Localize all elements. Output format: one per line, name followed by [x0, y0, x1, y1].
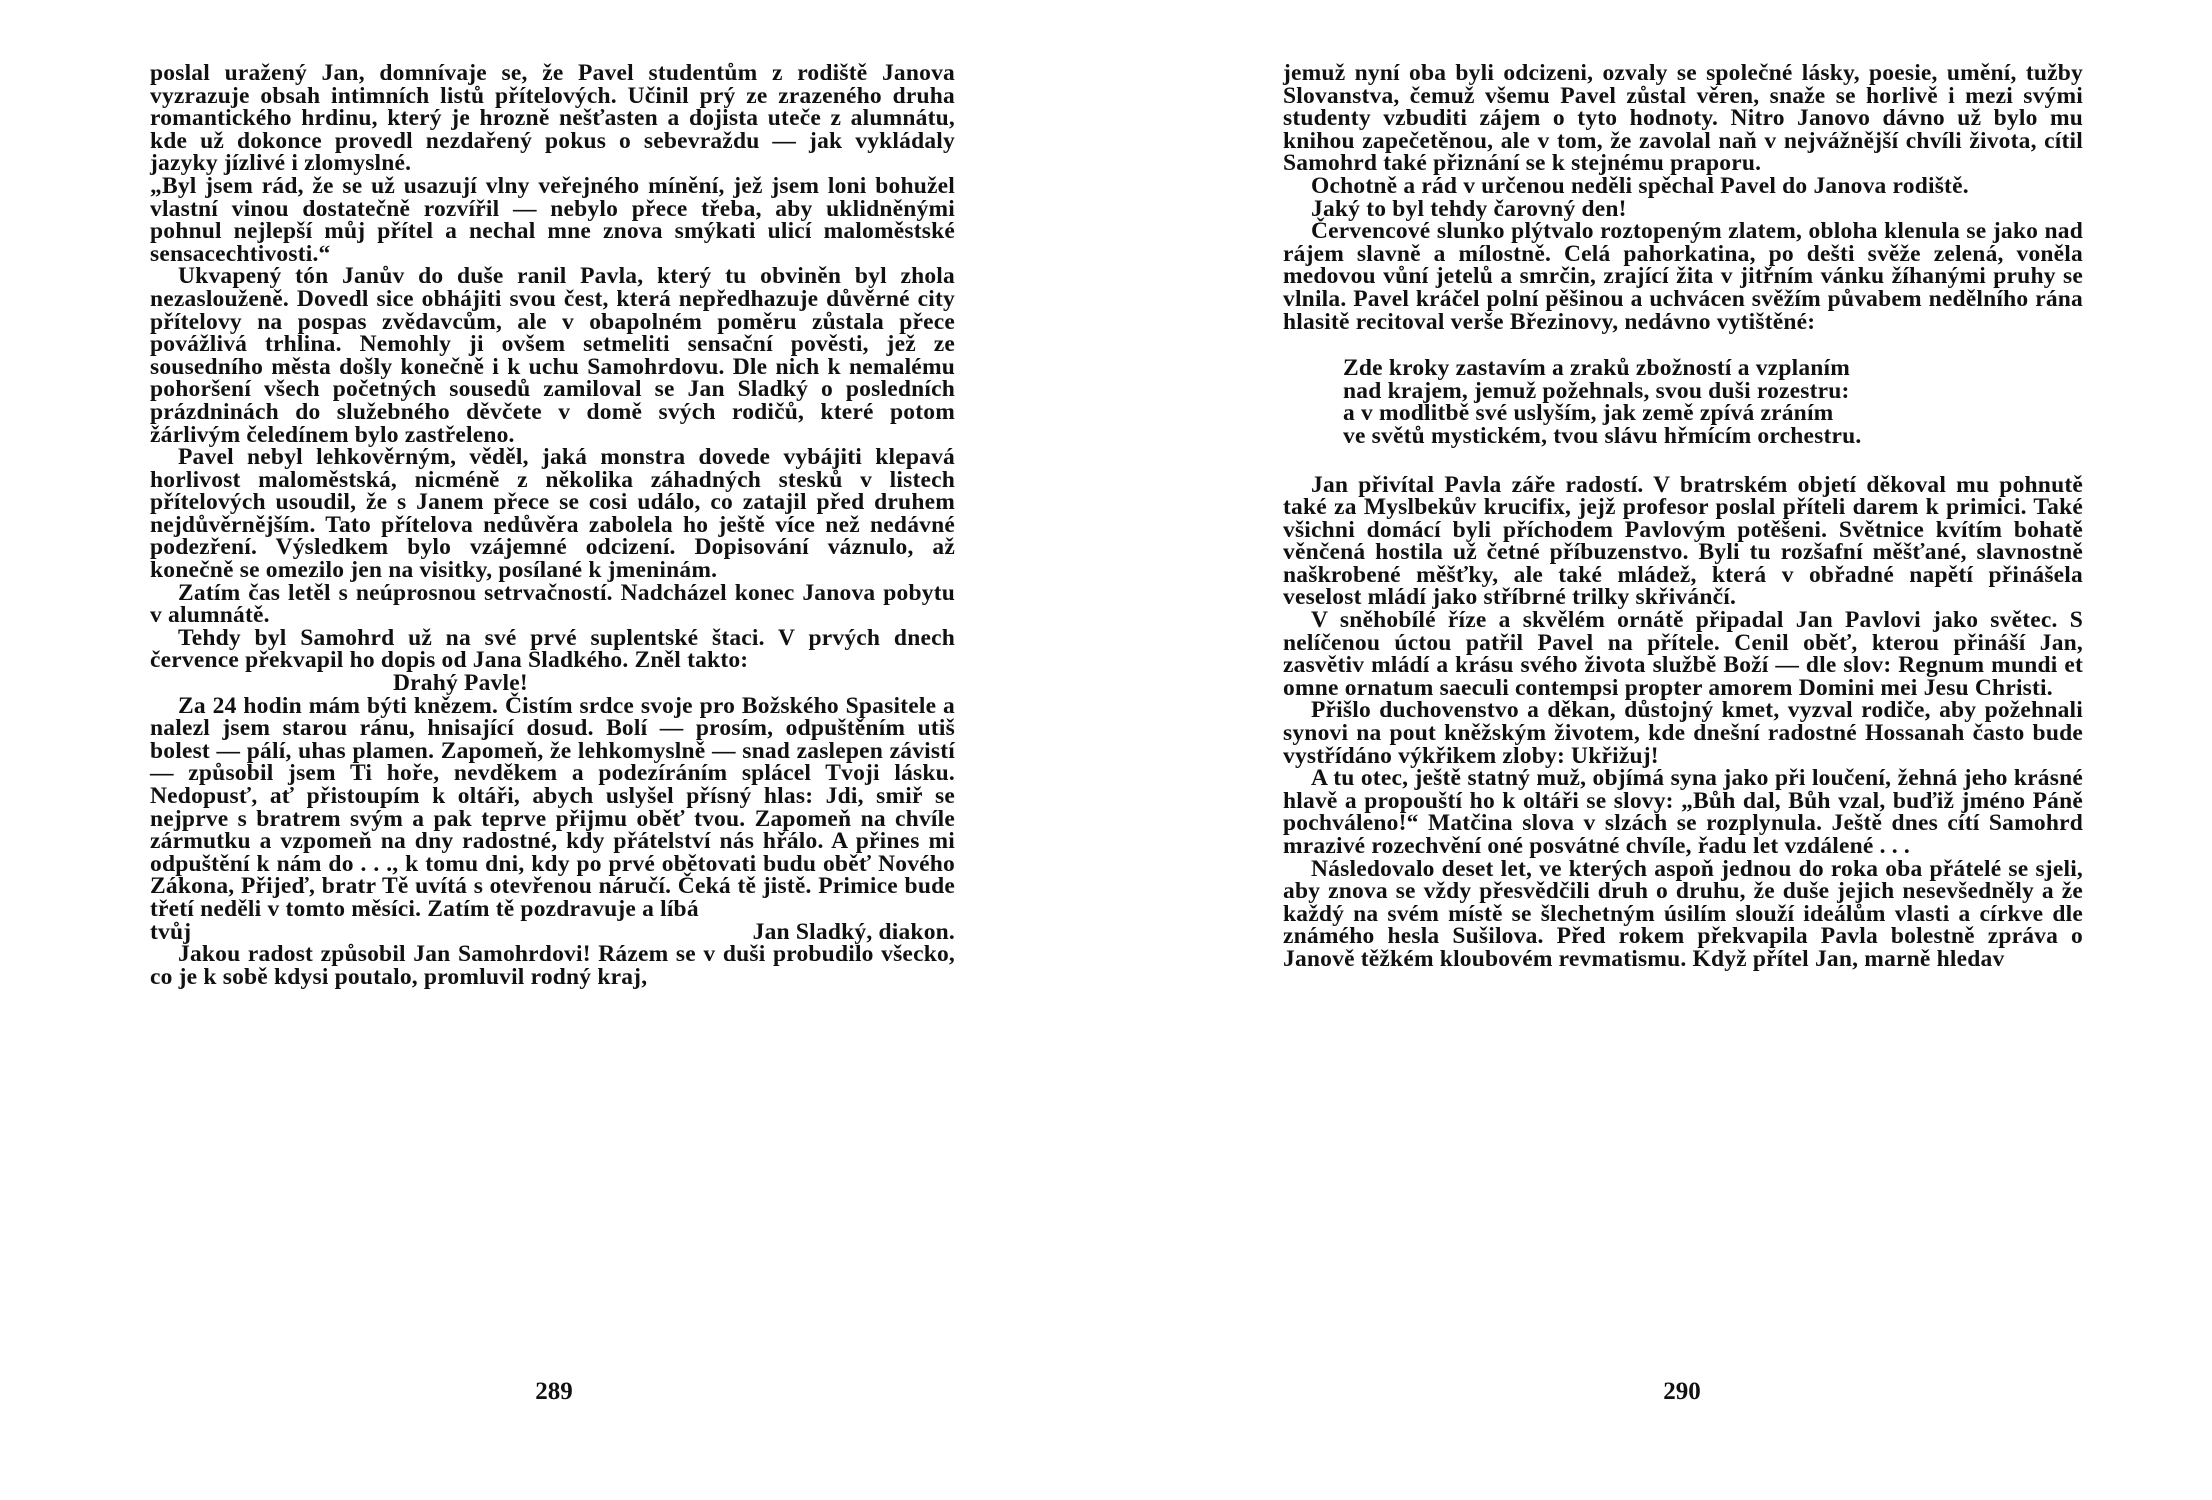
paragraph: Zatím čas letěl s neúprosnou setrvačností. Nadcházel konec Janova pobytu v alumnátě.	[150, 579, 955, 629]
letter-body: Za 24 hodin mám býti knězem. Čistím srdce svoje pro Božského Spasitele a nalezl jsem starou ránu, hnisající dosud. Bolí — prosím, odpuštěním utiš bolest — pálí, uhas plamen. Zapomeň, že lehkomyslně — snad zaslepen závistí — způsobil jsem Ti hoře, nevděkem a podezíráním splácel Tvoji lásku. Nedopusť, ať přistoupím k oltáři, abych uslyšel přísný hlas: Jdi, smiř se nejprve s bratrem svým a pak teprve přijmu oběť tvou. Zapomeň na chvíle zármutku a vzpomeň na dny radostné, kdy přátelství nás hřálo. A přines mi odpuštění k nám do . . ., k tomu dni, kdy po prvé obětovati budu oběť Nového Zákona, Přijeď, bratr Tě uvítá s otevřenou náručí. Čeká tě jistě. Primice bude třetí neděli v tomto měsíci. Zatím tě pozdravuje a líbá	[150, 692, 955, 922]
poem-line: Zde kroky zastavím a zraků zbožností a vzplaním	[1343, 355, 1851, 382]
paragraph: Jan přivítal Pavla záře radostí. V bratrském objetí děkoval mu pohnutě také za Myslbekův krucifix, jejž profesor poslal příteli darem k primici. Také všichni domácí byli příchodem Pavlovým potěšeni. Světnice kvítím bohatě věnčená hostila už četné příbuzenstvo. Byli tu rozšafní měšťané, slavnostně naškrobené měšťky, ale také mládež, která v obřadné napětí přinášela veselost mládí jako stříbrné trilky skřivánčí.	[1283, 471, 2083, 611]
paragraph: A tu otec, ještě statný muž, objímá syna jako při loučení, žehná jeho krásné hlavě a propouští ho k oltáři se slovy: „Bůh dal, Bůh vzal, buďiž jméno Páně pochváleno!“ Matčina slova v slzách se rozplynula. Ještě dnes cítí Samohrd mrazivé rozechvění oné posvátné chvíle, řadu let vzdálené . . .	[1283, 765, 2083, 859]
letter-signoff	[150, 918, 955, 945]
paragraph: Červencové slunko plýtvalo roztopeným zlatem, obloha klenula se jako nad rájem slavně a mílostně. Celá pahorkatina, po dešti svěže zelená, voněla medovou vůní jetelů a smrčin, zrající žita v jitřním vánku žíhanými pruhy se vlnila. Pavel kráčel polní pěšinou a uchvácen svěžím půvabem nedělního rána hlasitě recitoval verše Březinovy, nedávno vytištěné:	[1283, 218, 2083, 335]
poem-line: ve světů mystickém, tvou slávu hřmícím orchestru.	[1343, 422, 1862, 449]
page-number-left: 289	[535, 1378, 573, 1405]
paragraph: V sněhobílé říze a skvělém ornátě připadal Jan Pavlovi jako světec. S nelíčenou úctou patřil Pavel na přítele. Cenil oběť, kterou přináší Jan, zasvětiv mládí a krásu svého života službě Boží — dle slov: Regnum mundi et omne ornatum saeculi contempsi propter amorem Domini mei Jesu Christi.	[1283, 607, 2083, 701]
letter	[150, 672, 955, 943]
letter-greeting: Drahý Pavle!	[393, 670, 528, 697]
paragraph: poslal uražený Jan, domnívaje se, že Pavel studentům z rodiště Janova vyzrazuje obsah intimních listů přítelových. Učinil prý ze zrazeného druha romantického hrdinu, který je hrozně nešťasten a dojista uteče z alumnátu, kde už dokonce provedl nezdařený pokus o sebevraždu — jak vykládaly jazyky jízlivé i zlomyslné.	[150, 60, 955, 177]
letter-closing: tvůj	[150, 918, 192, 945]
paragraph: „Byl jsem rád, že se už usazují vlny veřejného mínění, jež jsem loni bohužel vlastní vinou dostatečně rozvířil — nebylo přece třeba, aby uklidněnými pohnul nejlepší můj přítel a nechal mne znova smýkati ulicí maloměstské sensacechtivosti.“	[150, 172, 955, 267]
paragraph: Ochotně a rád v určenou neděli spěchal Pavel do Janova rodiště.	[1311, 172, 1969, 199]
poem-line: nad krajem, jemuž požehnals, svou duši rozestru:	[1343, 377, 1850, 404]
left-page	[150, 62, 955, 988]
page-number-right: 290	[1663, 1378, 1701, 1405]
paragraph: Ukvapený tón Janův do duše ranil Pavla, který tu obviněn byl zhola nezaslouženě. Dovedl sice obhájiti svou čest, která nepředhazuje důvěrné city přítelovy na pospas zvědavcům, ale v obapolném poměru zůstala přece povážlivá trhlina. Nemohly ji ovšem setmeliti sensační pověsti, jež ze sousedního města došly konečně i k uchu Samohrdovu. Dle nich k nemalému pohoršení všech početných sousedů zamiloval se Jan Sladký o posledních prázdninách do služebného děvčete v domě svých rodičů, které potom žárlivým čeledínem bylo zastřeleno.	[150, 263, 955, 448]
right-page	[1283, 62, 2083, 971]
paragraph: Jaký to byl tehdy čarovný den!	[1311, 195, 1627, 222]
paragraph: Jakou radost způsobil Jan Samohrdovi! Rázem se v duši probudilo všecko, co je k sobě kdysi poutalo, promluvil rodný kraj,	[150, 941, 955, 990]
poem-line: a v modlitbě své uslyším, jak země zpívá zráním	[1343, 400, 1834, 427]
paragraph: jemuž nyní oba byli odcizeni, ozvaly se společné lásky, poesie, umění, tužby Slovanstva, čemuž všemu Pavel zůstal věren, snaže se horlivě i mezi svými studenty vzbuditi zájem o tyto hodnoty. Nitro Janovo dávno už bylo mu knihou zapečetěnou, ale v tom, že zavolal naň v nejvážnější chvíli života, cítil Samohrd také přiznání se k stejnému praporu.	[1283, 60, 2083, 177]
paragraph: Tehdy byl Samohrd už na své prvé suplentské štaci. V prvých dnech července překvapil ho dopis od Jana Sladkého. Zněl takto:	[150, 624, 955, 674]
paragraph: Následovalo deset let, ve kterých aspoň jednou do roka oba přátelé se sjeli, aby znova se vždy přesvědčili druh o druhu, že duše jejich nesevšedněly a že každý na svém místě se šlechetným úsilím slouží ideálům vlasti a církve dle známého hesla Sušilova. Před rokem překvapila Pavla bolestně zpráva o Janově těžkém kloubovém revmatismu. Když přítel Jan, marně hledav	[1283, 855, 2083, 972]
letter-signature: Jan Sladký, diakon.	[752, 918, 955, 945]
paragraph: Přišlo duchovenstvo a děkan, důstojný kmet, vyzval rodiče, aby požehnali synovi na pout kněžským životem, kde dnešní radostné Hossanah často bude vystřídáno výkřikem zloby: Ukřižuj!	[1283, 697, 2083, 769]
paragraph: Pavel nebyl lehkověrným, věděl, jaká monstra dovede vybájiti klepavá horlivost maloměstská, nicméně z několika záhadných stesků v listech přítelových usoudil, že s Janem přece se cosi událo, co zatajil před druhem nejdůvěrnějším. Tato přítelova nedůvěra zabolela ho ještě více než nedávné podezření. Výsledkem bylo vzájemné odcizení. Dopisování váznulo, až konečně se omezilo jen na visitky, posílané k jmeninám.	[150, 444, 955, 584]
right-page-text	[1283, 62, 2083, 971]
poem	[1343, 357, 2083, 447]
left-page-text	[150, 62, 955, 988]
